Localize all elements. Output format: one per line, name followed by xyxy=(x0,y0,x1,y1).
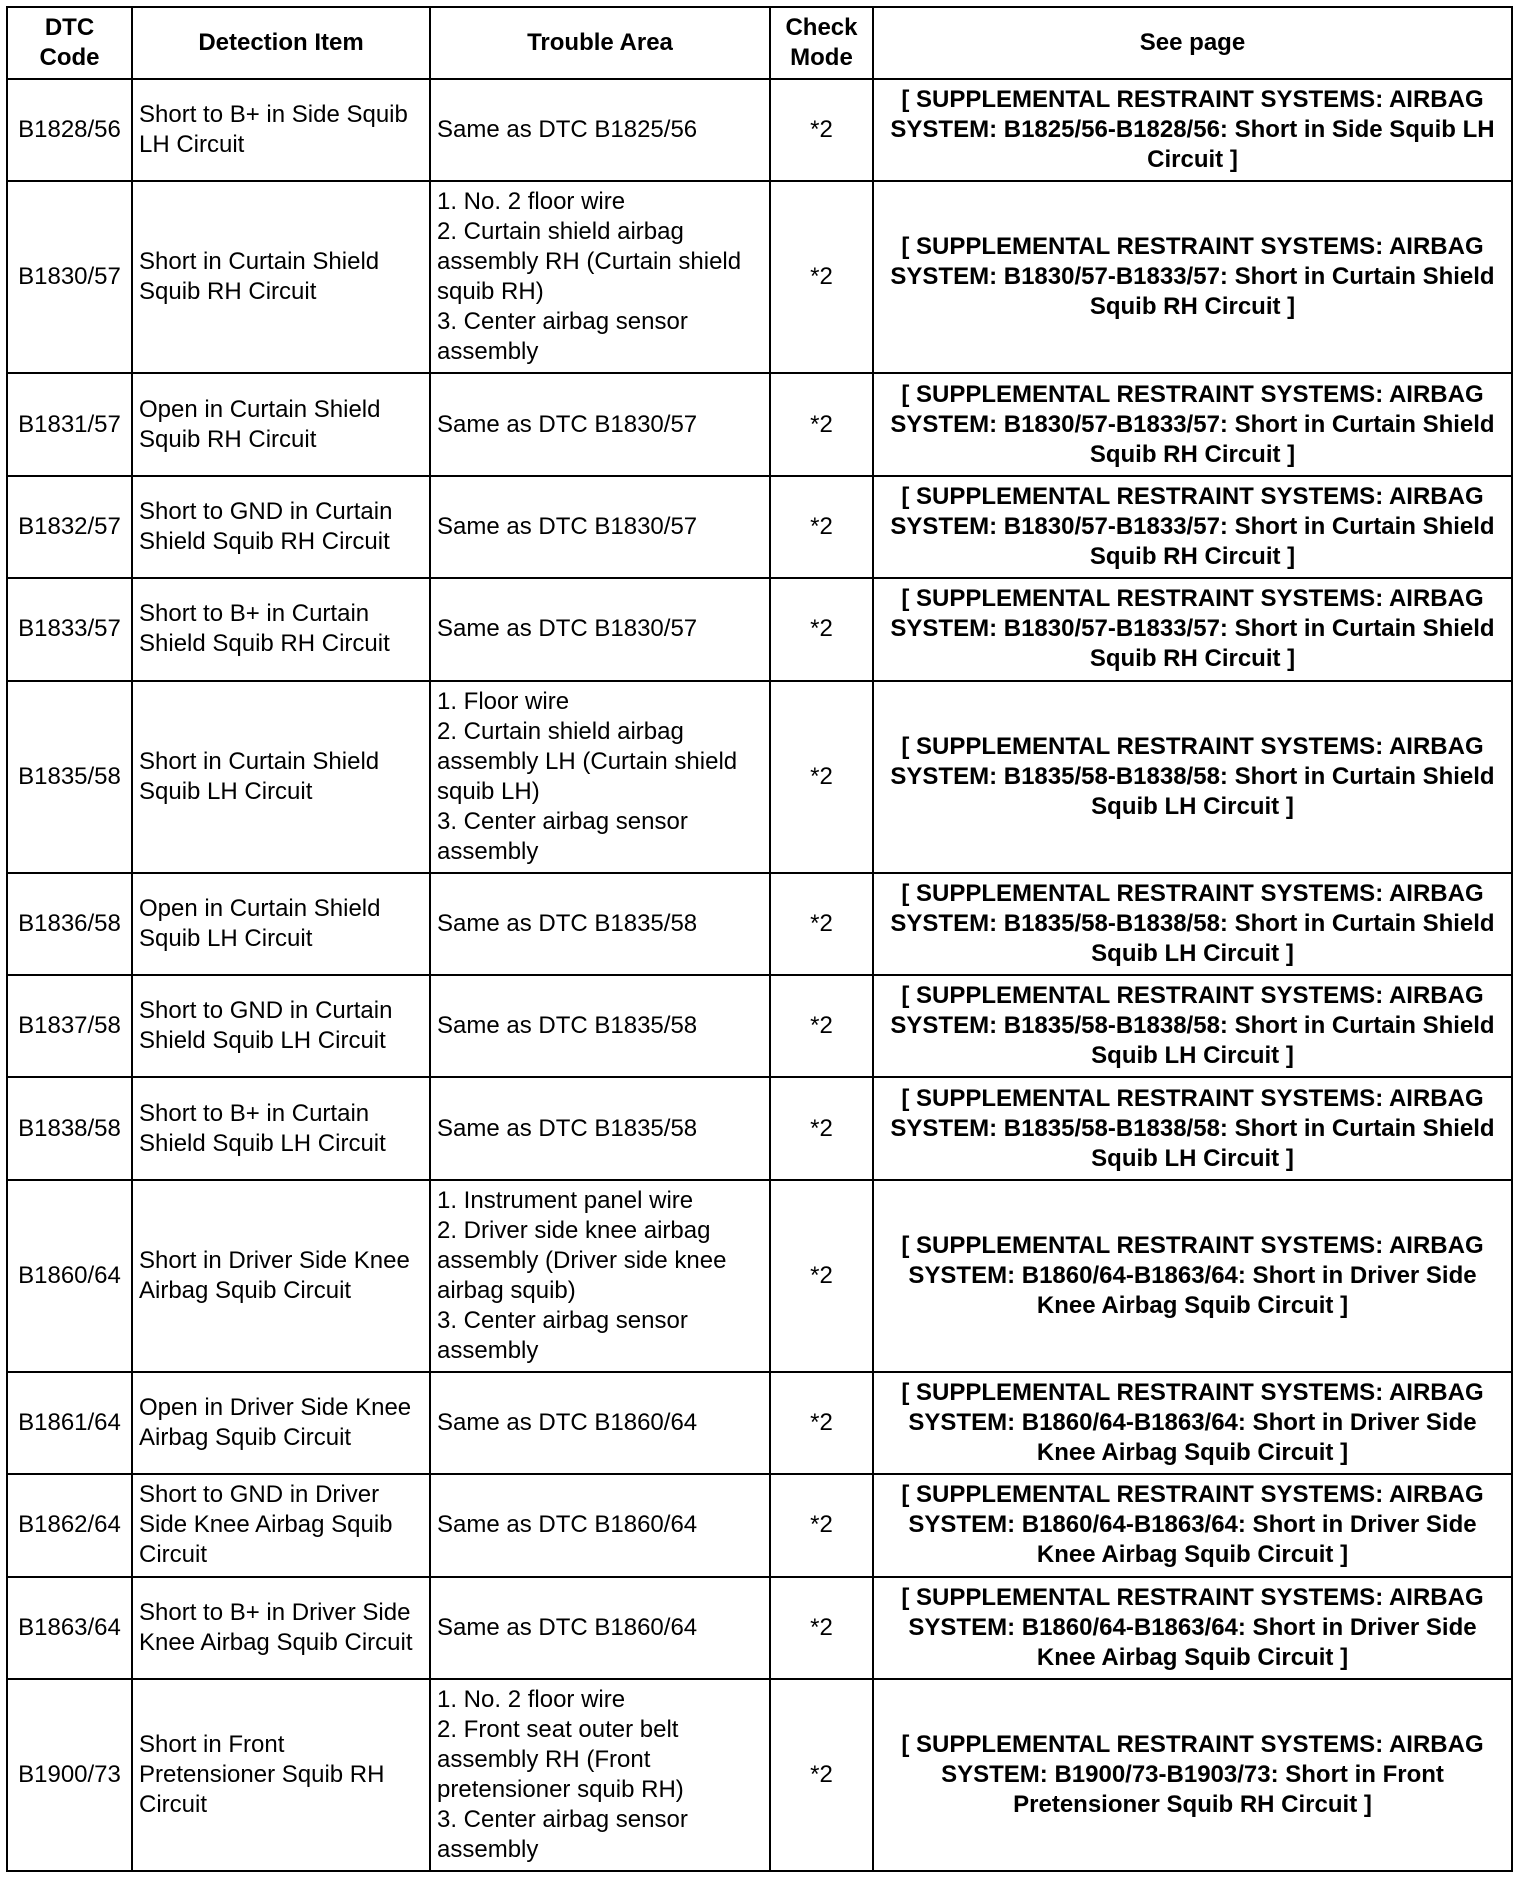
detection-item-cell: Short to GND in Curtain Shield Squib RH Circuit xyxy=(132,476,430,578)
table-row xyxy=(7,181,1512,373)
header-detection-item: Detection Item xyxy=(132,7,430,79)
trouble-area-cell xyxy=(430,1077,770,1179)
trouble-area-line: Same as DTC B1835/58 xyxy=(437,1114,698,1142)
trouble-area-line: Same as DTC B1835/58 xyxy=(437,1012,698,1040)
detection-item-cell: Short in Curtain Shield Squib LH Circuit xyxy=(132,681,430,873)
check-mode-cell: *2 xyxy=(770,1372,873,1474)
see-page-cell: [ SUPPLEMENTAL RESTRAINT SYSTEMS: AIRBAG SYSTEM: B1860/64-B1863/64: Short in Driver Side Knee Airbag Squib Circuit ] xyxy=(873,1180,1512,1372)
trouble-area-line: 3. Center airbag sensor assembly xyxy=(437,1806,688,1864)
check-mode-cell: *2 xyxy=(770,79,873,181)
table-row xyxy=(7,1474,1512,1576)
table-row xyxy=(7,1679,1512,1871)
dtc-code-cell: B1862/64 xyxy=(7,1474,132,1576)
check-mode-cell: *2 xyxy=(770,975,873,1077)
dtc-code-cell: B1838/58 xyxy=(7,1077,132,1179)
trouble-area-line: Same as DTC B1830/57 xyxy=(437,512,698,540)
table-row xyxy=(7,1077,1512,1179)
trouble-area-cell xyxy=(430,373,770,475)
header-row xyxy=(7,7,1512,79)
header-check-mode: Check Mode xyxy=(770,7,873,79)
trouble-area-line: 1. No. 2 floor wire xyxy=(437,188,626,216)
trouble-area-line: 2. Curtain shield airbag assembly RH (Curtain shield squib RH) xyxy=(437,218,742,306)
table-row xyxy=(7,873,1512,975)
see-page-cell: [ SUPPLEMENTAL RESTRAINT SYSTEMS: AIRBAG SYSTEM: B1835/58-B1838/58: Short in Curtain Shield Squib LH Circuit ] xyxy=(873,1077,1512,1179)
table-row xyxy=(7,975,1512,1077)
trouble-area-cell xyxy=(430,578,770,680)
detection-item-cell: Open in Curtain Shield Squib LH Circuit xyxy=(132,873,430,975)
dtc-code-cell: B1860/64 xyxy=(7,1180,132,1372)
header-see-page: See page xyxy=(873,7,1512,79)
dtc-code-cell: B1828/56 xyxy=(7,79,132,181)
trouble-area-cell xyxy=(430,1474,770,1576)
check-mode-cell: *2 xyxy=(770,181,873,373)
detection-item-cell: Short to B+ in Driver Side Knee Airbag Squib Circuit xyxy=(132,1577,430,1679)
dtc-code-cell: B1830/57 xyxy=(7,181,132,373)
dtc-code-cell: B1832/57 xyxy=(7,476,132,578)
trouble-area-line: 2. Driver side knee airbag assembly (Driver side knee airbag squib) xyxy=(437,1216,727,1304)
dtc-code-cell: B1831/57 xyxy=(7,373,132,475)
dtc-code-cell: B1861/64 xyxy=(7,1372,132,1474)
trouble-area-line: Same as DTC B1825/56 xyxy=(437,116,698,144)
check-mode-cell: *2 xyxy=(770,873,873,975)
trouble-area-line: Same as DTC B1830/57 xyxy=(437,410,698,438)
trouble-area-line: 2. Curtain shield airbag assembly LH (Curtain shield squib LH) xyxy=(437,717,738,805)
check-mode-cell: *2 xyxy=(770,681,873,873)
table-row xyxy=(7,79,1512,181)
trouble-area-line: 2. Front seat outer belt assembly RH (Front pretensioner squib RH) xyxy=(437,1716,684,1804)
see-page-cell: [ SUPPLEMENTAL RESTRAINT SYSTEMS: AIRBAG SYSTEM: B1825/56-B1828/56: Short in Side Squib LH Circuit ] xyxy=(873,79,1512,181)
detection-item-cell: Short in Driver Side Knee Airbag Squib Circuit xyxy=(132,1180,430,1372)
check-mode-cell: *2 xyxy=(770,1577,873,1679)
trouble-area-cell xyxy=(430,181,770,373)
trouble-area-line: Same as DTC B1830/57 xyxy=(437,615,698,643)
header-trouble-area: Trouble Area xyxy=(430,7,770,79)
trouble-area-cell xyxy=(430,1679,770,1871)
dtc-table xyxy=(6,6,1513,1872)
detection-item-cell: Open in Curtain Shield Squib RH Circuit xyxy=(132,373,430,475)
trouble-area-line: 3. Center airbag sensor assembly xyxy=(437,308,688,366)
trouble-area-cell xyxy=(430,681,770,873)
detection-item-cell: Short to GND in Curtain Shield Squib LH Circuit xyxy=(132,975,430,1077)
trouble-area-line: Same as DTC B1860/64 xyxy=(437,1613,698,1641)
trouble-area-line: 1. No. 2 floor wire xyxy=(437,1686,626,1714)
trouble-area-line: Same as DTC B1835/58 xyxy=(437,909,698,937)
see-page-cell: [ SUPPLEMENTAL RESTRAINT SYSTEMS: AIRBAG SYSTEM: B1830/57-B1833/57: Short in Curtain Shield Squib RH Circuit ] xyxy=(873,476,1512,578)
check-mode-cell: *2 xyxy=(770,1474,873,1576)
trouble-area-cell xyxy=(430,873,770,975)
see-page-cell: [ SUPPLEMENTAL RESTRAINT SYSTEMS: AIRBAG SYSTEM: B1835/58-B1838/58: Short in Curtain Shield Squib LH Circuit ] xyxy=(873,681,1512,873)
table-row xyxy=(7,1180,1512,1372)
trouble-area-line: 1. Floor wire xyxy=(437,687,570,715)
header-dtc-code: DTC Code xyxy=(7,7,132,79)
see-page-cell: [ SUPPLEMENTAL RESTRAINT SYSTEMS: AIRBAG SYSTEM: B1860/64-B1863/64: Short in Driver Side Knee Airbag Squib Circuit ] xyxy=(873,1474,1512,1576)
table-row xyxy=(7,373,1512,475)
see-page-cell: [ SUPPLEMENTAL RESTRAINT SYSTEMS: AIRBAG SYSTEM: B1900/73-B1903/73: Short in Front Pretensioner Squib RH Circuit ] xyxy=(873,1679,1512,1871)
dtc-code-cell: B1900/73 xyxy=(7,1679,132,1871)
dtc-code-cell: B1833/57 xyxy=(7,578,132,680)
trouble-area-line: 3. Center airbag sensor assembly xyxy=(437,807,688,865)
trouble-area-cell xyxy=(430,975,770,1077)
check-mode-cell: *2 xyxy=(770,476,873,578)
see-page-cell: [ SUPPLEMENTAL RESTRAINT SYSTEMS: AIRBAG SYSTEM: B1830/57-B1833/57: Short in Curtain Shield Squib RH Circuit ] xyxy=(873,373,1512,475)
check-mode-cell: *2 xyxy=(770,578,873,680)
see-page-cell: [ SUPPLEMENTAL RESTRAINT SYSTEMS: AIRBAG SYSTEM: B1835/58-B1838/58: Short in Curtain Shield Squib LH Circuit ] xyxy=(873,873,1512,975)
check-mode-cell: *2 xyxy=(770,1180,873,1372)
dtc-code-cell: B1837/58 xyxy=(7,975,132,1077)
trouble-area-line: Same as DTC B1860/64 xyxy=(437,1408,698,1436)
trouble-area-cell xyxy=(430,476,770,578)
dtc-code-cell: B1836/58 xyxy=(7,873,132,975)
detection-item-cell: Short to B+ in Side Squib LH Circuit xyxy=(132,79,430,181)
detection-item-cell: Short to B+ in Curtain Shield Squib RH Circuit xyxy=(132,578,430,680)
dtc-code-cell: B1835/58 xyxy=(7,681,132,873)
see-page-cell: [ SUPPLEMENTAL RESTRAINT SYSTEMS: AIRBAG SYSTEM: B1860/64-B1863/64: Short in Driver Side Knee Airbag Squib Circuit ] xyxy=(873,1372,1512,1474)
table-row xyxy=(7,476,1512,578)
detection-item-cell: Short in Front Pretensioner Squib RH Circuit xyxy=(132,1679,430,1871)
detection-item-cell: Short in Curtain Shield Squib RH Circuit xyxy=(132,181,430,373)
trouble-area-cell xyxy=(430,1372,770,1474)
check-mode-cell: *2 xyxy=(770,373,873,475)
table-row xyxy=(7,1372,1512,1474)
table-row xyxy=(7,1577,1512,1679)
trouble-area-line: 1. Instrument panel wire xyxy=(437,1186,694,1214)
check-mode-cell: *2 xyxy=(770,1679,873,1871)
dtc-code-cell: B1863/64 xyxy=(7,1577,132,1679)
table-row xyxy=(7,578,1512,680)
trouble-area-cell xyxy=(430,1180,770,1372)
check-mode-cell: *2 xyxy=(770,1077,873,1179)
detection-item-cell: Short to GND in Driver Side Knee Airbag Squib Circuit xyxy=(132,1474,430,1576)
see-page-cell: [ SUPPLEMENTAL RESTRAINT SYSTEMS: AIRBAG SYSTEM: B1835/58-B1838/58: Short in Curtain Shield Squib LH Circuit ] xyxy=(873,975,1512,1077)
trouble-area-cell xyxy=(430,79,770,181)
trouble-area-cell xyxy=(430,1577,770,1679)
table-row xyxy=(7,681,1512,873)
see-page-cell: [ SUPPLEMENTAL RESTRAINT SYSTEMS: AIRBAG SYSTEM: B1830/57-B1833/57: Short in Curtain Shield Squib RH Circuit ] xyxy=(873,181,1512,373)
detection-item-cell: Open in Driver Side Knee Airbag Squib Circuit xyxy=(132,1372,430,1474)
see-page-cell: [ SUPPLEMENTAL RESTRAINT SYSTEMS: AIRBAG SYSTEM: B1830/57-B1833/57: Short in Curtain Shield Squib RH Circuit ] xyxy=(873,578,1512,680)
detection-item-cell: Short to B+ in Curtain Shield Squib LH Circuit xyxy=(132,1077,430,1179)
trouble-area-line: Same as DTC B1860/64 xyxy=(437,1511,698,1539)
trouble-area-line: 3. Center airbag sensor assembly xyxy=(437,1306,688,1364)
see-page-cell: [ SUPPLEMENTAL RESTRAINT SYSTEMS: AIRBAG SYSTEM: B1860/64-B1863/64: Short in Driver Side Knee Airbag Squib Circuit ] xyxy=(873,1577,1512,1679)
